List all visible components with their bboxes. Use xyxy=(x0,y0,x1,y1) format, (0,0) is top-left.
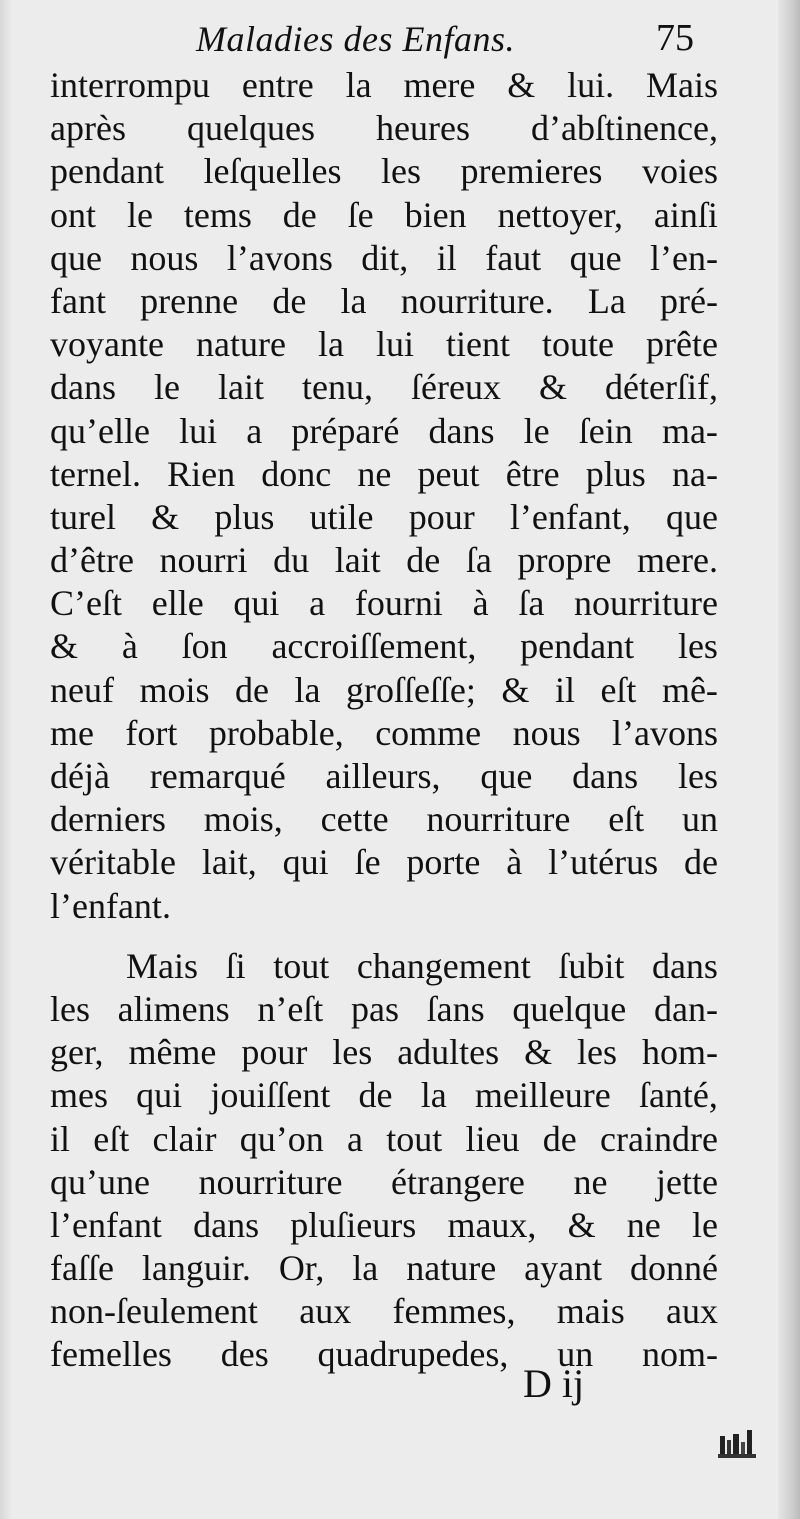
text-line xyxy=(50,410,718,453)
word: probable, xyxy=(208,712,344,753)
word: ne xyxy=(626,1204,661,1245)
word: qui xyxy=(282,842,329,883)
word: la xyxy=(294,669,321,710)
word: les xyxy=(380,151,421,192)
word: un xyxy=(557,1334,594,1375)
word: alimens xyxy=(117,988,230,1029)
text-line xyxy=(50,582,718,625)
word: maux, xyxy=(447,1204,537,1245)
word: dit, xyxy=(361,237,409,278)
word: utile xyxy=(309,496,374,537)
word: mais xyxy=(556,1291,625,1332)
word: mere xyxy=(403,65,476,105)
word: ſon xyxy=(181,626,228,667)
word: ailleurs, xyxy=(325,756,441,796)
word: tems xyxy=(183,194,252,235)
text-line: l’enfant. xyxy=(50,885,171,926)
word: nous xyxy=(512,712,581,753)
word: eſt xyxy=(608,799,645,840)
word: la xyxy=(340,280,367,321)
text-line xyxy=(50,988,718,1031)
word: mes xyxy=(50,1075,108,1116)
word: nettoyer, xyxy=(497,194,623,235)
word: fort xyxy=(125,712,178,753)
word: même xyxy=(128,1032,217,1073)
word: de xyxy=(358,1075,393,1116)
word: dans xyxy=(50,367,116,408)
word: donc xyxy=(261,453,332,494)
text-line xyxy=(50,150,718,193)
word: tout xyxy=(273,945,330,986)
word: nature xyxy=(195,324,286,365)
word: ne xyxy=(573,1161,608,1202)
text-line xyxy=(50,625,718,668)
word: & xyxy=(50,626,79,667)
word: ainſi xyxy=(653,194,718,235)
page-gutter-shadow xyxy=(0,0,12,1519)
word: dans xyxy=(428,410,495,451)
word: languir. xyxy=(141,1248,251,1289)
word: lui xyxy=(375,324,414,365)
word: femmes, xyxy=(392,1291,516,1332)
word: Rien xyxy=(167,453,236,494)
word: a xyxy=(309,583,326,624)
word: pendant xyxy=(50,151,164,192)
word: que xyxy=(480,756,533,796)
page-number: 75 xyxy=(656,17,694,59)
word: lait, xyxy=(201,842,257,883)
word: un xyxy=(682,799,718,840)
word: qui xyxy=(136,1075,183,1116)
word: interrompu xyxy=(50,65,210,105)
word: la xyxy=(420,1075,447,1116)
word: propre xyxy=(517,540,612,581)
word: nous xyxy=(130,237,199,278)
word: qu’elle xyxy=(50,410,150,451)
word: d’être xyxy=(50,540,134,581)
word: Or, xyxy=(278,1248,325,1289)
word: que xyxy=(569,237,622,278)
word: les xyxy=(677,626,718,667)
word: nourriture xyxy=(574,583,718,624)
word: ayant xyxy=(524,1248,603,1289)
word: na- xyxy=(671,453,718,494)
word: non-ſeulement xyxy=(50,1291,258,1332)
word: ma- xyxy=(661,410,718,451)
word: eſt xyxy=(600,669,637,710)
word: voies xyxy=(641,151,718,192)
text-line xyxy=(50,1333,718,1376)
text-line xyxy=(50,669,718,712)
word: neuf xyxy=(50,669,114,710)
word: des xyxy=(220,1334,269,1375)
word: de xyxy=(282,194,317,235)
word: lait xyxy=(218,367,264,408)
word: ſein xyxy=(578,410,633,451)
word: ſanté, xyxy=(638,1075,718,1116)
word: l’utérus xyxy=(548,842,659,883)
text-line xyxy=(50,1118,718,1161)
word: la xyxy=(317,324,344,365)
text-line xyxy=(50,1290,718,1333)
word: mois, xyxy=(203,799,283,840)
word: ger, xyxy=(50,1032,104,1073)
word: que xyxy=(665,496,718,537)
word: lui xyxy=(179,410,218,451)
word: porte xyxy=(406,842,481,883)
word: femelles xyxy=(50,1334,172,1375)
word: déjà xyxy=(50,756,110,796)
word: l’avons xyxy=(612,712,718,753)
word: le xyxy=(691,1204,718,1245)
word: leſquelles xyxy=(203,151,342,192)
word: dans xyxy=(651,945,718,986)
text-line xyxy=(50,323,718,366)
word: la xyxy=(352,1248,379,1289)
word: l’enfant xyxy=(50,1204,162,1245)
word: toute xyxy=(541,324,614,365)
running-title: Maladies des Enfans. xyxy=(196,19,515,59)
word: C’eſt xyxy=(50,583,122,624)
word: du xyxy=(273,540,310,581)
word: préparé xyxy=(291,410,400,451)
word: & xyxy=(507,65,536,105)
word: ſi xyxy=(225,945,246,986)
text-line xyxy=(50,64,718,107)
text-line xyxy=(50,755,718,798)
text-line xyxy=(50,107,718,150)
word: nourriture. xyxy=(400,280,554,321)
word: dans xyxy=(193,1204,260,1245)
word: accroiſſement, xyxy=(271,626,477,667)
text-line xyxy=(50,1074,718,1117)
word: dan- xyxy=(653,988,718,1029)
word: eſt xyxy=(93,1118,130,1159)
page-edge-shadow xyxy=(778,0,800,1519)
word: & xyxy=(151,496,180,537)
word: quelques xyxy=(187,108,315,149)
word: elle xyxy=(151,583,204,624)
word: Mais xyxy=(126,945,198,986)
word: plus xyxy=(585,453,646,494)
word: derniers xyxy=(50,799,166,840)
word: nourriture xyxy=(426,799,571,840)
word: pour xyxy=(408,496,475,537)
word: changement xyxy=(356,945,531,986)
word: hom- xyxy=(641,1032,718,1073)
word: lui. xyxy=(567,65,615,105)
word: nourriture xyxy=(198,1161,343,1202)
text-line xyxy=(50,496,718,539)
text-line xyxy=(50,539,718,582)
word: tenu, xyxy=(302,367,373,408)
word: meilleure xyxy=(474,1075,611,1116)
word: de xyxy=(542,1118,577,1159)
word: peut xyxy=(417,453,480,494)
word: il xyxy=(554,669,575,710)
text-line xyxy=(50,280,718,323)
word: qu’on xyxy=(239,1118,324,1159)
word: il xyxy=(436,237,457,278)
word: comme xyxy=(375,712,482,753)
word: après xyxy=(50,108,126,149)
word: les xyxy=(677,756,718,796)
word: pluſieurs xyxy=(290,1204,417,1245)
word: pendant xyxy=(520,626,635,667)
text-line xyxy=(50,1204,718,1247)
word: ſans xyxy=(426,988,485,1029)
word: mois xyxy=(139,669,210,710)
text-line xyxy=(50,1031,718,1074)
text-line xyxy=(50,366,718,409)
word: clair xyxy=(152,1118,217,1159)
text-line xyxy=(50,1247,718,1290)
word: déterſif, xyxy=(605,367,718,408)
word: pré- xyxy=(660,280,718,321)
word: prenne xyxy=(140,280,239,321)
word: le xyxy=(154,367,180,408)
word: ne xyxy=(357,453,392,494)
word: étrangere xyxy=(391,1161,525,1202)
word: ternel. xyxy=(50,453,141,494)
word: les xyxy=(332,1032,373,1073)
word: être xyxy=(505,453,560,494)
word: la xyxy=(345,65,372,105)
word: de xyxy=(406,540,441,581)
word: remarqué xyxy=(149,756,286,796)
word: a xyxy=(246,410,263,451)
word: me xyxy=(50,712,94,753)
word: plus xyxy=(214,496,275,537)
word: groſſeſſe; xyxy=(345,669,476,710)
word: dans xyxy=(572,756,639,796)
word: à xyxy=(506,842,523,883)
word: a xyxy=(347,1118,363,1159)
library-stamp-icon xyxy=(718,1428,756,1462)
text-line xyxy=(50,1161,718,1204)
word: les xyxy=(50,988,90,1029)
word: de xyxy=(272,280,307,321)
word: véritable xyxy=(50,842,176,883)
word: que xyxy=(50,237,102,278)
word: & xyxy=(524,1032,553,1073)
word: jette xyxy=(656,1161,718,1202)
word: nom- xyxy=(641,1334,718,1375)
word: qu’une xyxy=(50,1161,150,1202)
word: quadrupedes, xyxy=(317,1334,509,1375)
word: n’eſt xyxy=(257,988,324,1029)
word: turel xyxy=(50,496,116,537)
word: & xyxy=(538,367,567,408)
word: l’avons xyxy=(226,237,333,278)
word: ſe xyxy=(354,842,381,883)
word: lieu xyxy=(465,1118,520,1159)
word: qui xyxy=(233,583,280,624)
word: ont xyxy=(50,194,97,235)
word: le xyxy=(126,194,153,235)
word: prête xyxy=(645,324,718,365)
word: l’en- xyxy=(650,237,718,278)
word: aux xyxy=(299,1291,352,1332)
word: il xyxy=(50,1118,71,1159)
text-line xyxy=(50,798,718,841)
text-line xyxy=(50,453,718,496)
word: pour xyxy=(241,1032,308,1073)
word: entre xyxy=(241,65,314,105)
signature-mark: D ij xyxy=(523,1361,585,1406)
word: de xyxy=(683,842,718,883)
word: & xyxy=(501,669,530,710)
word: ſa xyxy=(518,583,545,624)
word: nourri xyxy=(159,540,248,581)
word: heures xyxy=(376,108,470,149)
word: nature xyxy=(406,1248,497,1289)
word: ſubit xyxy=(558,945,625,986)
word: l’enfant, xyxy=(509,496,631,537)
page-header xyxy=(196,18,716,68)
word: d’abſtinence, xyxy=(531,108,718,149)
word: faut xyxy=(485,237,542,278)
word: à xyxy=(121,626,138,667)
word: fant xyxy=(50,280,106,321)
text-line xyxy=(50,194,718,237)
word: La xyxy=(587,280,626,321)
word: tient xyxy=(445,324,510,365)
word: aux xyxy=(666,1291,718,1332)
word: faſſe xyxy=(50,1248,114,1289)
word: adultes xyxy=(397,1032,500,1073)
text-line xyxy=(50,945,718,988)
word: ſe xyxy=(347,194,374,235)
word: voyante xyxy=(50,324,164,365)
word: mê- xyxy=(661,669,718,710)
word: cette xyxy=(320,799,389,840)
text-line xyxy=(50,237,718,280)
word: jouiſſent xyxy=(210,1075,331,1116)
word: de xyxy=(234,669,269,710)
word: & xyxy=(567,1204,596,1245)
word: à xyxy=(472,583,489,624)
word: pas xyxy=(350,988,399,1029)
word: ſa xyxy=(465,540,492,581)
text-line xyxy=(50,841,718,884)
word: craindre xyxy=(600,1118,718,1159)
word: donné xyxy=(630,1248,718,1289)
word: tout xyxy=(386,1118,443,1159)
word: fourni xyxy=(354,583,443,624)
text-line xyxy=(50,712,718,755)
word: Mais xyxy=(645,65,718,105)
word: le xyxy=(523,410,550,451)
word: premieres xyxy=(460,151,603,192)
word: ſéreux xyxy=(411,367,501,408)
word: quelque xyxy=(512,988,627,1029)
body-text xyxy=(50,64,718,1377)
word: lait xyxy=(334,540,381,581)
word: bien xyxy=(404,194,467,235)
word: mere. xyxy=(637,540,718,581)
word: les xyxy=(577,1032,618,1073)
